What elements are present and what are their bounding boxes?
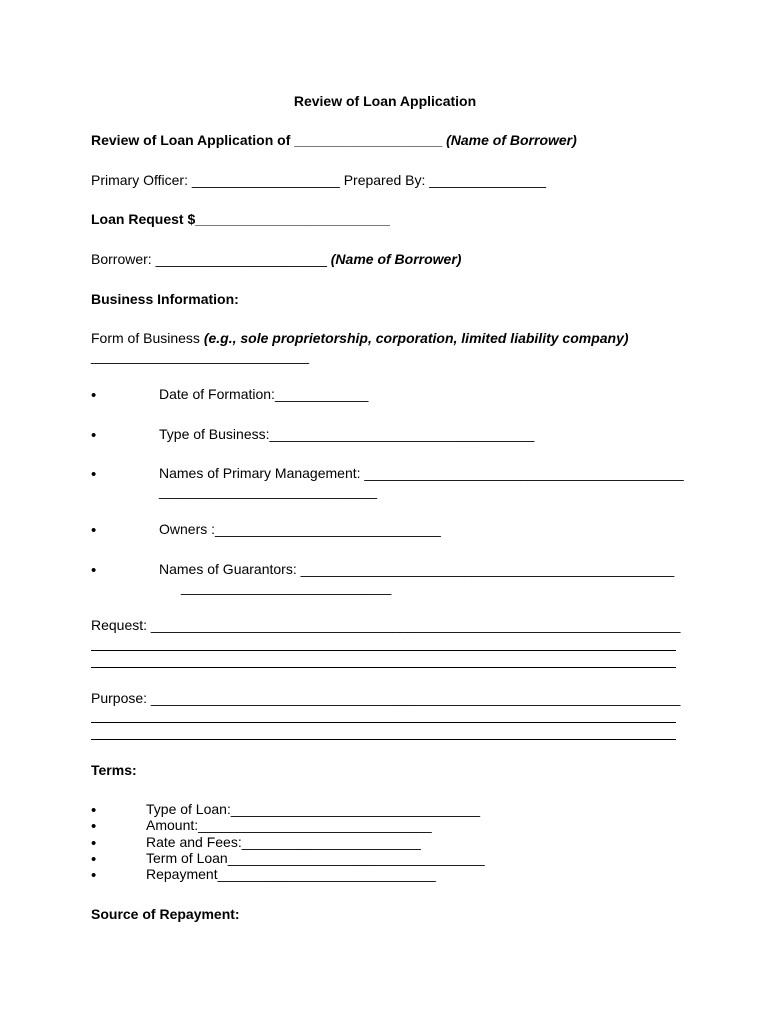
guarantors-field: Names of Guarantors: ________________________________________________ (159, 561, 675, 577)
primary-officer-line: Primary Officer: ___________________ Prepared By: _______________ (91, 172, 547, 188)
bullet-icon: • (91, 818, 97, 835)
name-of-borrower-note: (Name of Borrower) (446, 132, 577, 148)
type-of-loan-field: Type of Loan:________________________________ (146, 801, 480, 817)
borrower-line (91, 251, 461, 268)
purpose-blank-line (91, 739, 676, 740)
source-of-repayment-heading: Source of Repayment: (91, 906, 240, 922)
owners-field: Owners :_____________________________ (159, 521, 441, 537)
date-of-formation-field: Date of Formation:____________ (159, 386, 369, 402)
review-of-line (91, 132, 577, 149)
business-info-heading: Business Information: (91, 291, 239, 307)
bullet-icon: • (91, 562, 97, 579)
bullet-icon: • (91, 466, 97, 483)
request-field: Request: ____________________________________________________________________ (91, 617, 681, 633)
primary-management-continuation: ____________________________ (159, 483, 378, 499)
type-of-business-field: Type of Business:__________________________________ (159, 426, 535, 442)
request-blank-line (91, 650, 676, 651)
rate-and-fees-field: Rate and Fees:_______________________ (146, 834, 421, 850)
form-of-business-example: (e.g., sole proprietorship, corporation, limited liability company) (203, 330, 629, 346)
guarantors-continuation: ___________________________ (181, 579, 392, 595)
review-of-label: Review of Loan Application of ___________________ (91, 132, 443, 148)
bullet-icon: • (91, 851, 97, 868)
amount-field: Amount:______________________________ (146, 817, 432, 833)
repayment-field: Repayment____________________________ (146, 866, 436, 882)
primary-management-field: Names of Primary Management: _________________________________________ (159, 465, 684, 481)
purpose-blank-line (91, 722, 676, 723)
terms-heading: Terms: (91, 762, 137, 778)
bullet-icon: • (91, 867, 97, 884)
term-of-loan-field: Term of Loan_________________________________ (146, 850, 485, 866)
request-blank-line (91, 667, 676, 668)
borrower-note: (Name of Borrower) (330, 251, 462, 267)
form-of-business-line (91, 330, 629, 347)
bullet-icon: • (91, 387, 97, 404)
document-title: Review of Loan Application (293, 93, 477, 109)
form-of-business-blank: ____________________________ (91, 348, 310, 364)
borrower-label: Borrower: ______________________ (91, 251, 327, 267)
purpose-field: Purpose: ____________________________________________________________________ (91, 690, 681, 706)
loan-request-line: Loan Request $_________________________ (91, 211, 390, 227)
bullet-icon: • (91, 522, 97, 539)
bullet-icon: • (91, 802, 97, 819)
bullet-icon: • (91, 835, 97, 852)
form-of-business-label: Form of Business (91, 330, 200, 346)
bullet-icon: • (91, 427, 97, 444)
